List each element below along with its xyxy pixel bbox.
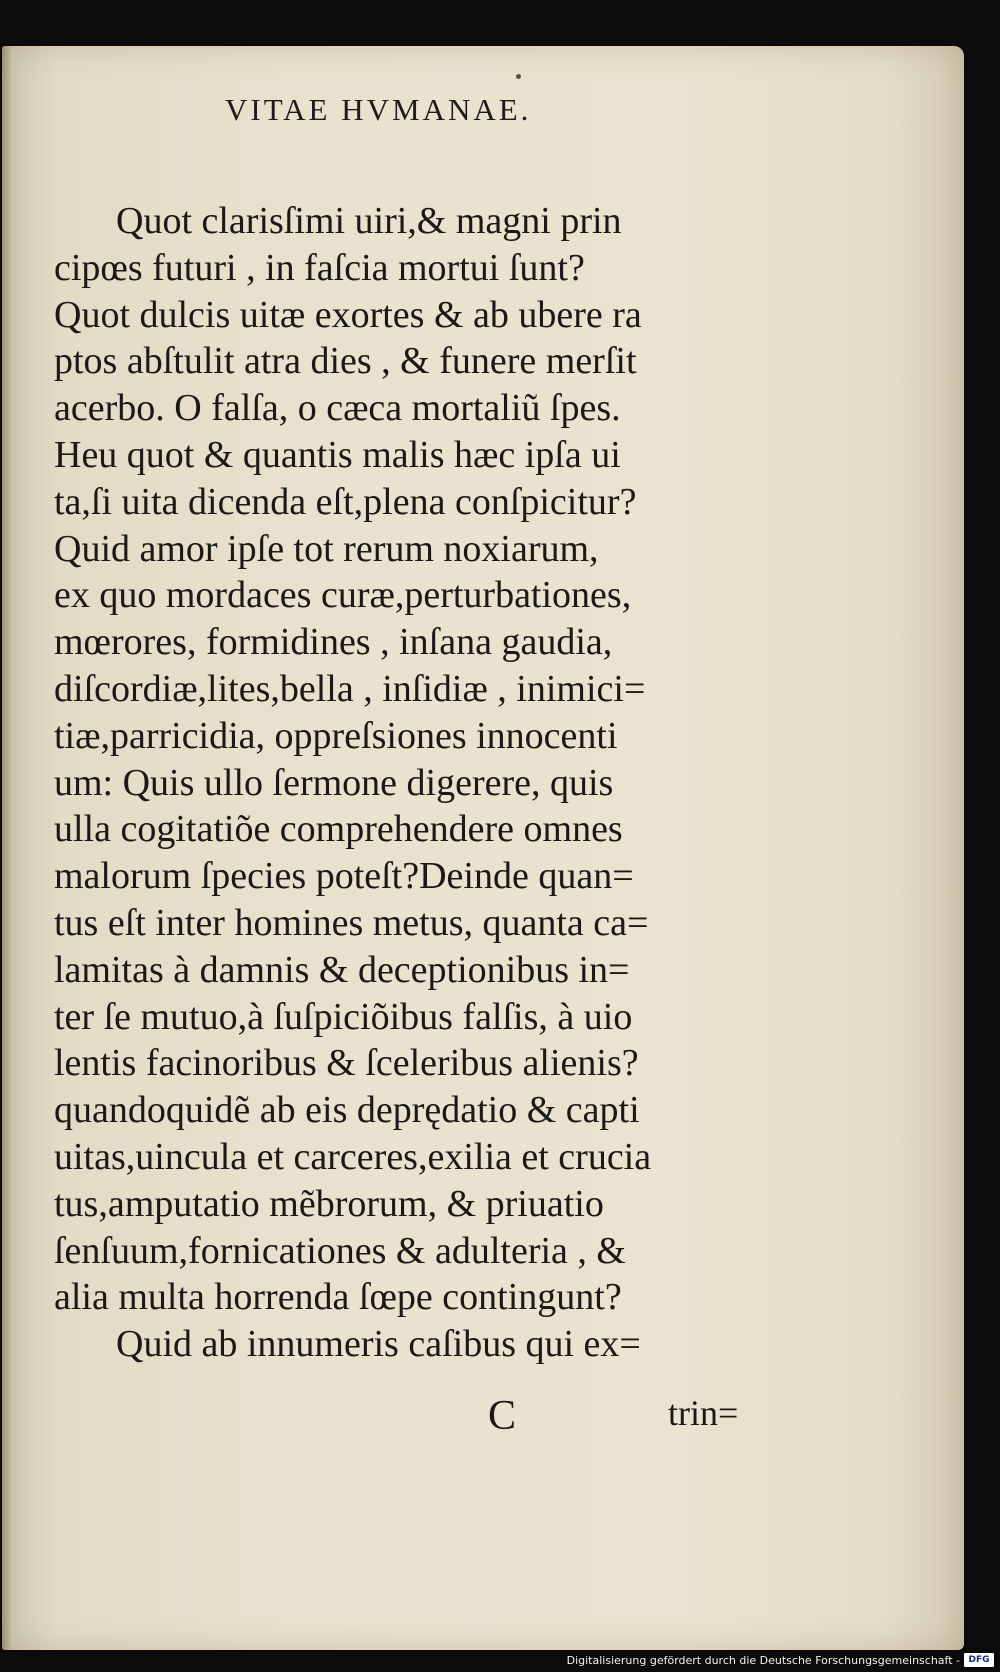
text-line: tus eſt inter homines metus, quanta ca=: [54, 901, 649, 944]
body-text: [54, 198, 776, 1368]
text-line: ulla cogitatiõe comprehendere omnes: [54, 808, 623, 851]
text-line: Quot dulcis uitæ exortes & ab ubere ra: [54, 293, 642, 336]
text-line: lentis facinoribus & ſceleribus alienis?: [54, 1042, 639, 1085]
text-line: ex quo mordaces curæ,perturbationes,: [54, 574, 632, 617]
text-line: mœrores, formidines , inſana gaudia,: [54, 621, 613, 664]
text-line: acerbo. O falſa, o cæca mortaliũ ſpes.: [54, 387, 621, 430]
text-line: Quid ab innumeris caſibus qui ex=: [116, 1323, 641, 1366]
digitization-credit: Digitalisierung gefördert durch die Deutsche Forschungsgemeinschaft -: [566, 1654, 960, 1667]
text-line: lamitas à damnis & deceptionibus in=: [54, 948, 630, 991]
text-line: diſcordiæ,lites,bella , inſidiæ , inimici=: [54, 667, 646, 710]
signature-mark: C: [488, 1393, 517, 1439]
text-line: ptos abſtulit atra dies , & funere merſit: [54, 340, 637, 383]
text-line: ta,ſi uita dicenda eſt,plena conſpicitur?: [54, 480, 637, 523]
text-line: um: Quis ullo ſermone digerere, quis: [54, 761, 614, 804]
text-line: uitas,uincula et carceres,exilia et crucia: [54, 1135, 652, 1178]
text-line: tus,amputatio mẽbrorum, & priuatio: [54, 1182, 604, 1225]
dfg-logo: DFG: [964, 1653, 994, 1667]
text-line: malorum ſpecies poteſt?Deinde quan=: [54, 855, 634, 898]
text-line: ſenſuum,fornicationes & adulteria , &: [54, 1229, 626, 1272]
text-line: alia multa horrenda ſœpe contingunt?: [54, 1276, 622, 1319]
text-line: ter ſe mutuo,à ſuſpiciõibus falſis, à uio: [54, 995, 633, 1038]
text-line: cipœs futuri , in faſcia mortui ſunt?: [54, 246, 585, 289]
text-line: Quid amor ipſe tot rerum noxiarum,: [54, 527, 599, 570]
text-line: Quot clarisſimi uiri,& magni prin: [116, 200, 622, 242]
page-gutter-shadow: [2, 46, 12, 1650]
running-title: VITAE HVMANAE.: [225, 92, 532, 127]
text-line: quandoquidẽ ab eis deprędatio & capti: [54, 1089, 640, 1132]
catchword: trin=: [668, 1393, 739, 1433]
page-speck: [516, 74, 521, 79]
text-line: tiæ,parricidia, oppreſsiones innocenti: [54, 714, 618, 757]
text-line: Heu quot & quantis malis hæc ipſa ui: [54, 433, 621, 476]
